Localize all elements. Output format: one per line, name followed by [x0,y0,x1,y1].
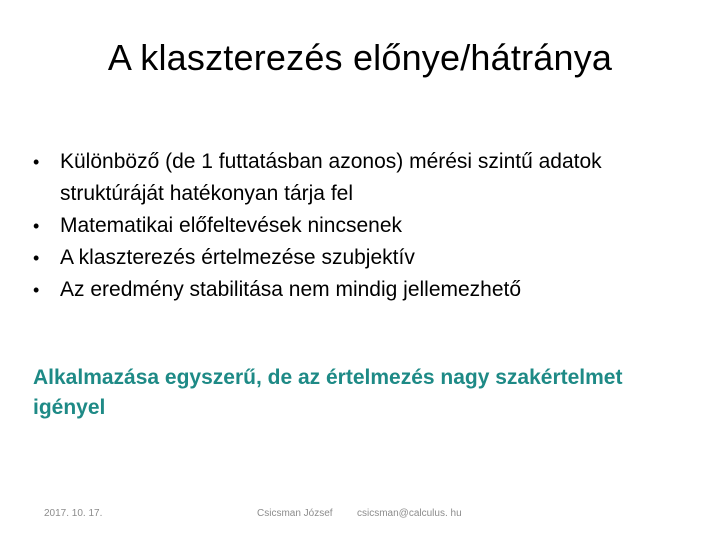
highlight-statement: Alkalmazása egyszerű, de az értelmezés nagy szakértelmet igényel [33,366,623,419]
bullet-text: Matematikai előfeltevések nincsenek [60,214,403,237]
footer-date: 2017. 10. 17. [44,508,103,519]
bullet-text: A klaszterezés értelmezése szubjektív [60,246,415,269]
bullet-icon: • [33,152,40,172]
bullet-item [30,242,690,274]
bullet-icon: • [33,280,40,300]
bullet-item [30,210,690,242]
footer-email: csicsman@calculus. hu [357,508,462,519]
bullet-icon: • [33,248,40,268]
bullet-item [30,274,690,306]
bullet-list [30,146,690,306]
bullet-text: Különböző (de 1 futtatásban azonos) mérési szintű adatok struktúráját hatékonyan tárja fel [60,150,602,205]
bullet-item [30,146,690,210]
slide-title: A klaszterezés előnye/hátránya [107,37,613,78]
footer-author: Csicsman József [257,508,333,519]
bullet-text: Az eredmény stabilitása nem mindig jellemezhető [60,278,522,301]
bullet-icon: • [33,216,40,236]
